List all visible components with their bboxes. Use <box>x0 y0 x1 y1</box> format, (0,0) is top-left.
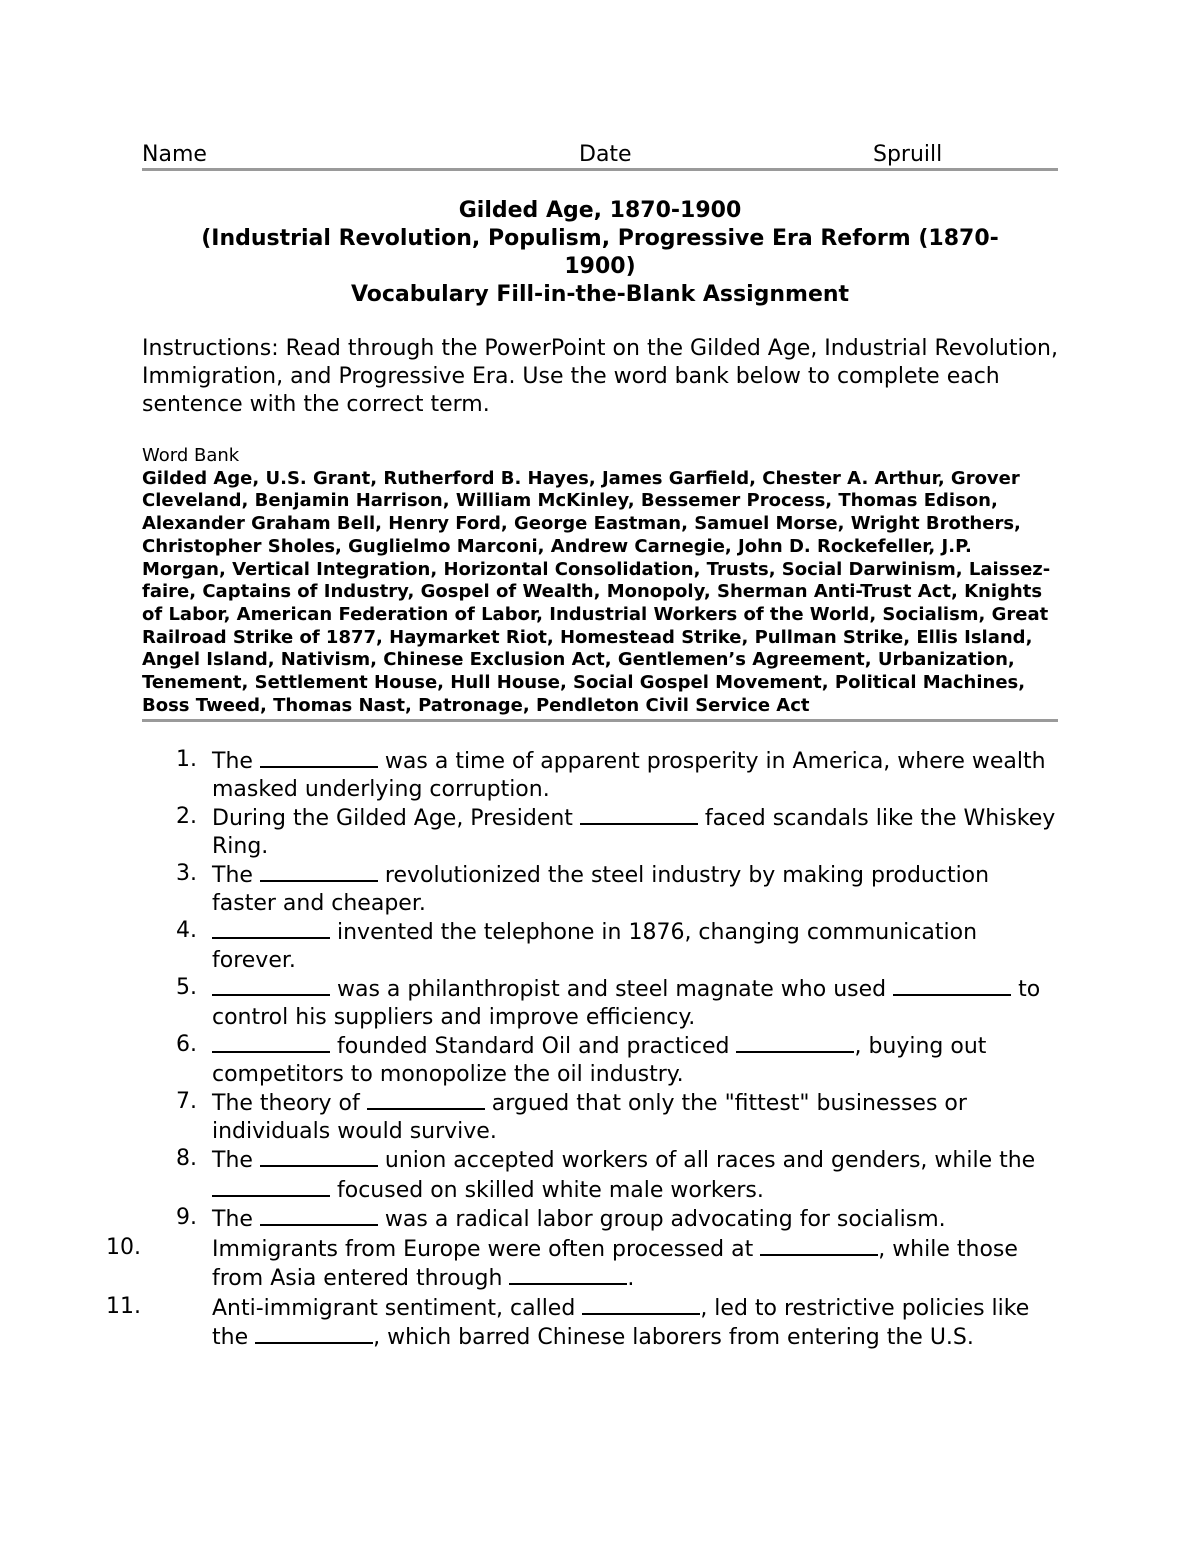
answer-blank[interactable] <box>260 746 378 768</box>
instructions: Instructions: Read through the PowerPoint on the Gilded Age, Industrial Revolution, Immigration, and Progressive Era. Use the word bank below to complete each sentence with the correct term. <box>142 336 1058 417</box>
word-bank-title: Word Bank <box>142 445 240 466</box>
word-bank-terms: Gilded Age, U.S. Grant, Rutherford B. Hayes, James Garfield, Chester A. Arthur, Grover Cleveland, Benjamin Harrison, William McKinley, Bessemer Process, Thomas Edison, Alexander Graham Bell, Henry Ford, George Eastman, Samuel Morse, Wright Brothers, Christopher Sholes, Guglielmo Marconi, Andrew Carnegie, John D. Rockefeller, J.P. Morgan, Vertical Integration, Horizontal Consolidation, Trusts, Social Darwinism, Laissez-faire, Captains of Industry, Gospel of Wealth, Monopoly, Sherman Anti-Trust Act, Knights of Labor, American Federation of Labor, Industrial Workers of the World, Socialism, Great Railroad Strike of 1877, Haymarket Riot, Homestead Strike, Pullman Strike, Ellis Island, Angel Island, Nativism, Chinese Exclusion Act, Gentlemen’s Agreement, Urbanization, Tenement, Settlement House, Hull House, Social Gospel Movement, Political Machines, Boss Tweed, Thomas Nast, Patronage, Pendleton Civil Service Act <box>142 467 1051 716</box>
question-text: invented the telephone in 1876, changing communication forever. <box>212 920 978 973</box>
question-number: 3. <box>176 861 197 887</box>
question-text: revolutionized the steel industry by making production faster and cheaper. <box>212 863 990 916</box>
question-number: 5. <box>176 975 197 1001</box>
question-text: , which barred Chinese laborers from entering the U.S. <box>373 1325 974 1351</box>
question-text: The <box>212 749 260 775</box>
question-number: 9. <box>176 1205 197 1231</box>
question-text: was a time of apparent prosperity in America, where wealth masked underlying corruption. <box>212 749 1046 802</box>
question-item: 10. Immigrants from Europe were often processed at , while those from Asia entered through . <box>106 1234 1018 1292</box>
question-item <box>142 1204 1058 1234</box>
question-text: , led to restrictive policies like the <box>212 1295 1030 1351</box>
question-text: founded Standard Oil and practiced <box>330 1034 737 1060</box>
date-label: Date <box>579 142 632 167</box>
answer-blank[interactable] <box>212 917 330 939</box>
question-text: was a philanthropist and steel magnate who used <box>330 977 894 1003</box>
question-item <box>142 860 1058 917</box>
word-bank-divider <box>142 719 1058 722</box>
answer-blank[interactable] <box>260 1145 378 1167</box>
title-line-1: Gilded Age, 1870-1900 <box>458 198 742 223</box>
name-label: Name <box>142 142 207 167</box>
title-line-2: (Industrial Revolution, Populism, Progressive Era Reform (1870-1900) <box>201 226 999 279</box>
question-item <box>142 746 1058 803</box>
question-number: 1. <box>176 747 197 773</box>
answer-blank[interactable] <box>736 1031 854 1053</box>
question-item <box>142 917 1058 974</box>
question-text: focused on skilled white male workers. <box>330 1177 764 1203</box>
question-text: , while those from Asia entered through <box>212 1236 1018 1292</box>
question-number: 7. <box>176 1089 197 1115</box>
question-text: union accepted workers of all races and genders, while the <box>377 1148 1036 1174</box>
question-text: , buying out competitors to monopolize the oil industry. <box>212 1034 987 1087</box>
answer-blank[interactable] <box>260 860 378 882</box>
word-bank <box>142 445 1058 717</box>
answer-blank[interactable] <box>212 1031 330 1053</box>
question-number: 8. <box>176 1146 197 1172</box>
question-text: . <box>627 1266 635 1292</box>
answer-blank[interactable] <box>760 1234 878 1256</box>
question-text: argued that only the "fittest" businesses or individuals would survive. <box>212 1091 967 1144</box>
answer-blank[interactable] <box>367 1088 485 1110</box>
answer-blank[interactable] <box>212 974 330 996</box>
title-line-3: Vocabulary Fill-in-the-Blank Assignment <box>350 282 850 307</box>
answer-blank[interactable] <box>893 974 1011 996</box>
answer-blank[interactable] <box>582 1293 700 1315</box>
question-number: 6. <box>176 1032 197 1058</box>
question-item <box>142 974 1058 1031</box>
answer-blank[interactable] <box>260 1204 378 1226</box>
question-text: Immigrants from Europe were often processed at <box>212 1236 761 1262</box>
question-item <box>142 803 1058 860</box>
answer-blank[interactable] <box>212 1175 330 1197</box>
question-number: 2. <box>176 804 197 830</box>
question-item <box>142 1031 1058 1088</box>
question-text: The <box>212 863 260 889</box>
worksheet-page <box>106 138 1058 1352</box>
question-text: The theory of <box>212 1091 367 1117</box>
question-list <box>106 746 1058 1352</box>
title-block <box>142 197 1058 309</box>
teacher-name: Spruill <box>873 142 943 167</box>
answer-blank[interactable] <box>509 1263 627 1285</box>
question-text: was a radical labor group advocating for socialism. <box>377 1207 946 1233</box>
header-divider <box>142 168 1058 171</box>
answer-blank[interactable] <box>580 803 698 825</box>
question-item <box>142 1088 1058 1145</box>
question-text: The <box>212 1207 260 1233</box>
question-text: Anti-immigrant sentiment, called <box>212 1295 583 1321</box>
question-text: to control his suppliers and improve efficiency. <box>212 977 1041 1030</box>
question-text: During the Gilded Age, President <box>212 806 580 832</box>
header-row <box>142 138 1058 168</box>
question-number: 4. <box>176 918 197 944</box>
question-text: faced scandals like the Whiskey Ring. <box>212 806 1056 859</box>
answer-blank[interactable] <box>255 1322 373 1344</box>
question-item <box>142 1145 1058 1204</box>
question-item: 11. Anti-immigrant sentiment, called , led to restrictive policies like the , which barred Chinese laborers from entering the U.S. <box>106 1293 1030 1351</box>
question-text: The <box>212 1148 260 1174</box>
